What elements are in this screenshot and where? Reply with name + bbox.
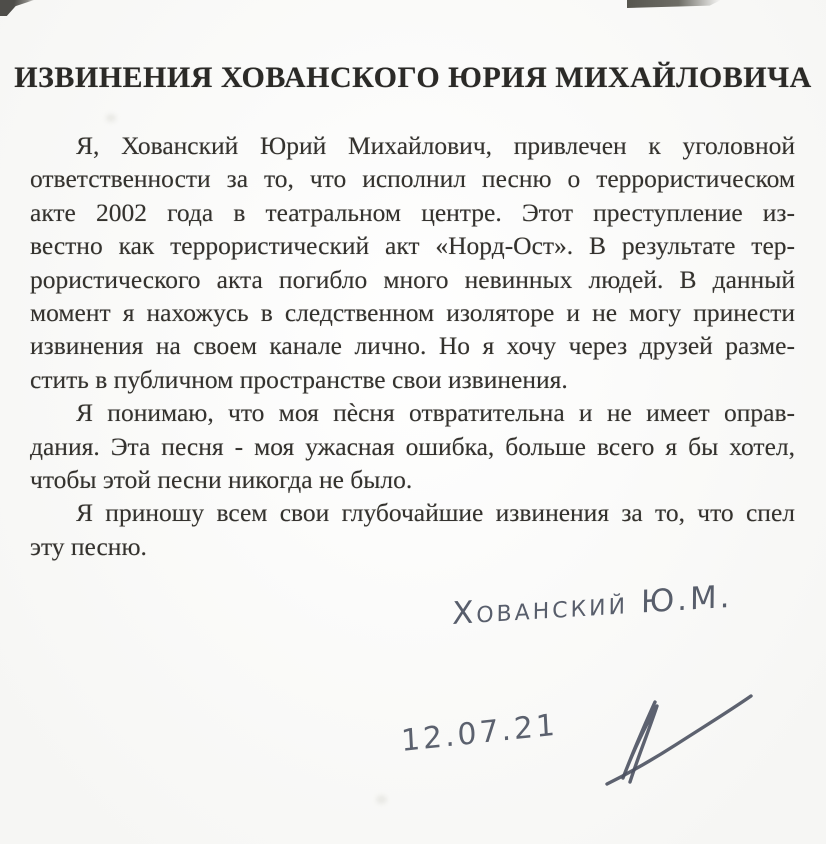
document-line: рористического акта погибло много невинных людей. В данный [30,264,795,294]
document-body [30,129,795,563]
document-line: вестно как террористический акт «Норд-Ост». В результате тер- [30,231,795,261]
signature-flourish-icon [585,688,757,790]
paragraph [30,496,795,563]
page-title: ИЗВИНЕНИЯ ХОВАНСКОГО ЮРИЯ МИХАЙЛОВИЧА [14,61,812,94]
document-line: чтобы этой песни никогда не было. [30,465,413,495]
document-line: Я понимаю, что моя пѐсня отвратительна и не имеет оправ- [76,398,795,428]
scan-artifact-top-left [0,0,34,16]
scan-artifact-top-right [627,0,721,8]
scan-smudge [106,114,116,122]
handwritten-name: Хованский Ю.М. [452,578,733,632]
document-line: дания. Эта песня - моя ужасная ошибка, больше всего я бы хотел, [30,431,795,461]
document-line: Я приношу всем свои глубочайшие извинения за то, что спел [76,498,795,528]
document-line: ответственности за то, что исполнил песню о террористическом [30,164,795,194]
document-line: извинения на своем канале лично. Но я хочу через друзей разме- [30,331,795,361]
handwritten-date: 12.07.21 [400,707,559,759]
document-line: момент я нахожусь в следственном изоляторе и не могу принести [30,298,795,328]
flourish-zigzag [623,702,657,782]
scan-smudge [376,795,387,804]
document-line: стить в публичном пространстве свои извинения. [30,364,568,394]
flourish-tail [607,696,751,784]
document-line: эту песню. [30,531,147,561]
paragraph [30,396,795,496]
document-line: акте 2002 года в театральном центре. Этот преступление из- [30,197,795,227]
document-line: Я, Хованский Юрий Михайлович, привлечен к уголовной [76,131,795,160]
paragraph [30,129,795,396]
